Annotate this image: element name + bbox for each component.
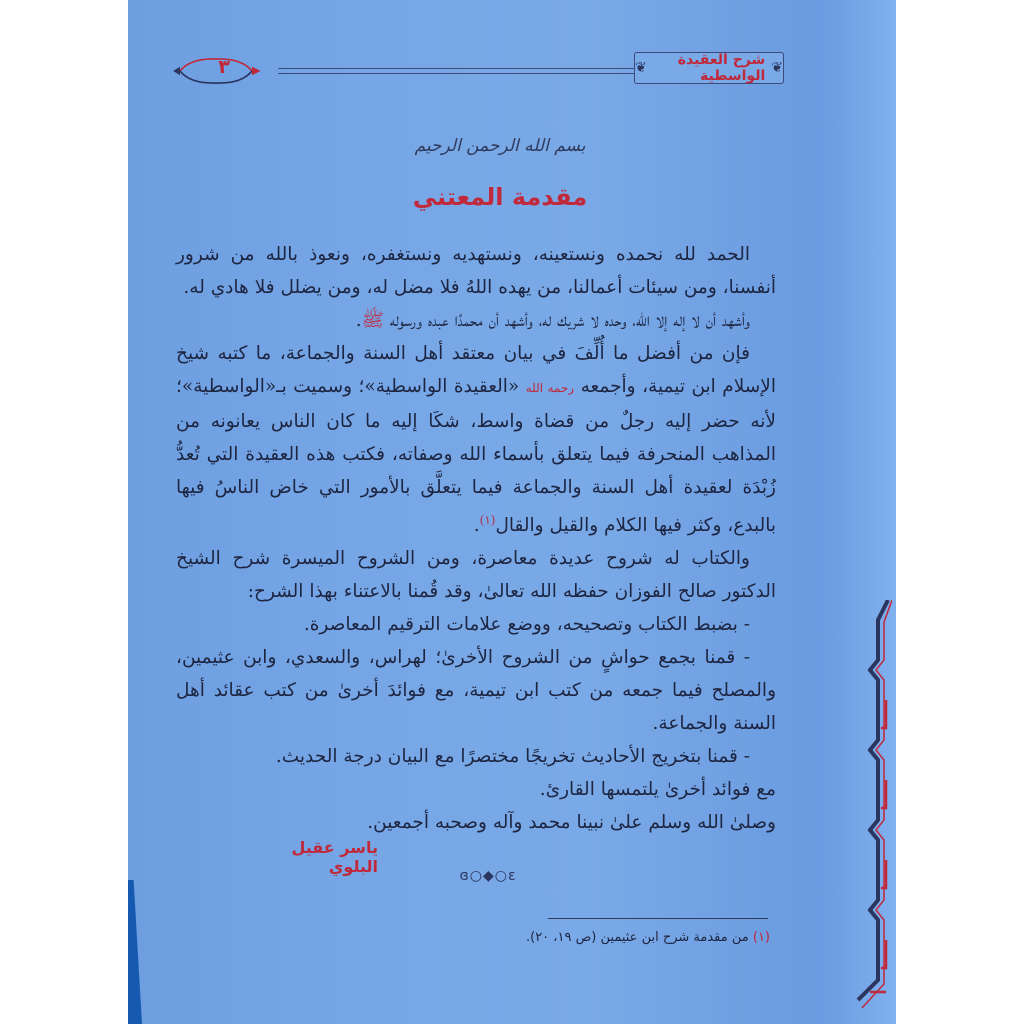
footnote-separator [548,918,768,919]
paragraph-6: وصلىٰ الله وسلم علىٰ نبينا محمد وآله وصحبه أجمعين. [367,812,776,834]
page-number: ٣ [218,56,230,78]
body-text [176,238,776,839]
paragraph-2: وأشهد أن لا إله إلا الله، وحده لا شريك له، وأشهد أن محمدًا عبده ورسوله ﷺ. [355,310,750,331]
page-border-ornament-icon [848,600,892,1010]
footnote-text: من مقدمة شرح ابن عثيمين (ص ١٩، ٢٠). [525,930,749,945]
paragraph-1: الحمد لله نحمده ونستعينه، ونستهديه ونستغفره، ونعوذ بالله من شرور أنفسنا، ومن سيئات أعمالنا، من يهده اللهُ فلا مضل له، ومن يضلل فلا هادي له. [176,244,776,298]
footnote-ref[interactable]: (١) [479,513,496,527]
paragraph-4: والكتاب له شروح عديدة معاصرة، ومن الشروح الميسرة شرح الشيخ الدكتور صالح الفوزان حفظه الله تعالىٰ، وقد قُمنا بالاعتناء بهذا الشرح: [176,548,776,603]
basmala: بسم الله الرحمن الرحيم [414,136,586,156]
list-item: - قمنا بتخريج الأحاديث تخريجًا مختصرًا مع البيان درجة الحديث. [275,746,750,768]
paragraph-3: فإن من أفضل ما أُلِّفَ في بيان معتقد أهل السنة والجماعة، ما كتبه شيخ الإسلام ابن تيمية، وأجمعه رحمه الله «العقيدة الواسطية»؛ وسميت بـ«الواسطية»؛ لأنه حضر إليه رجلٌ من قضاة واسط، شكَا إليه ما كان الناس يعانونه من المذاهب المنحرفة فيما يتعلق بأسماء الله وصفاته، فكتب هذه العقيدة التي تُعدُّ زُبْدَة لعقيدة أهل السنة والجماعة فيما يتعلَّق بالأمور التي خاض الناسُ فيها بالبدع، وكثر فيها الكلام والقيل والقال$^{(١)}$. [176,343,776,537]
list-item: - بضبط الكتاب وتصحيحه، ووضع علامات الترقيم المعاصرة. [303,614,750,636]
running-title-box [634,52,784,84]
footnote-marker: (١) [752,930,770,945]
list-item: - قمنا بجمع حواشٍ من الشروح الأخرىٰ؛ لهراس، والسعدي، وابن عثيمين، والمصلح فيما جمعه من كتب ابن تيمية، مع فوائدَ أخرىٰ من كتب عقائد أهل السنة والجماعة. [176,647,776,735]
author-signature: ياسر عقيل البلوي [291,838,378,876]
fleuron-ornament-icon: ɞ○◆○ɛ [459,868,517,884]
ornament-right-icon: ❦ [771,60,783,76]
page-header [168,52,818,92]
honorific-icon: ﷺ [361,310,384,331]
honorific-rahimahullah: رحمه الله [525,381,575,395]
ornament-left-icon: ❦ [635,60,647,76]
section-heading: مقدمة المعتني [412,183,588,211]
footnote [520,930,770,945]
paragraph-5: مع فوائد أخرىٰ يلتمسها القارئ. [539,779,776,801]
running-title: شرح العقيدة الواسطية [677,52,766,84]
